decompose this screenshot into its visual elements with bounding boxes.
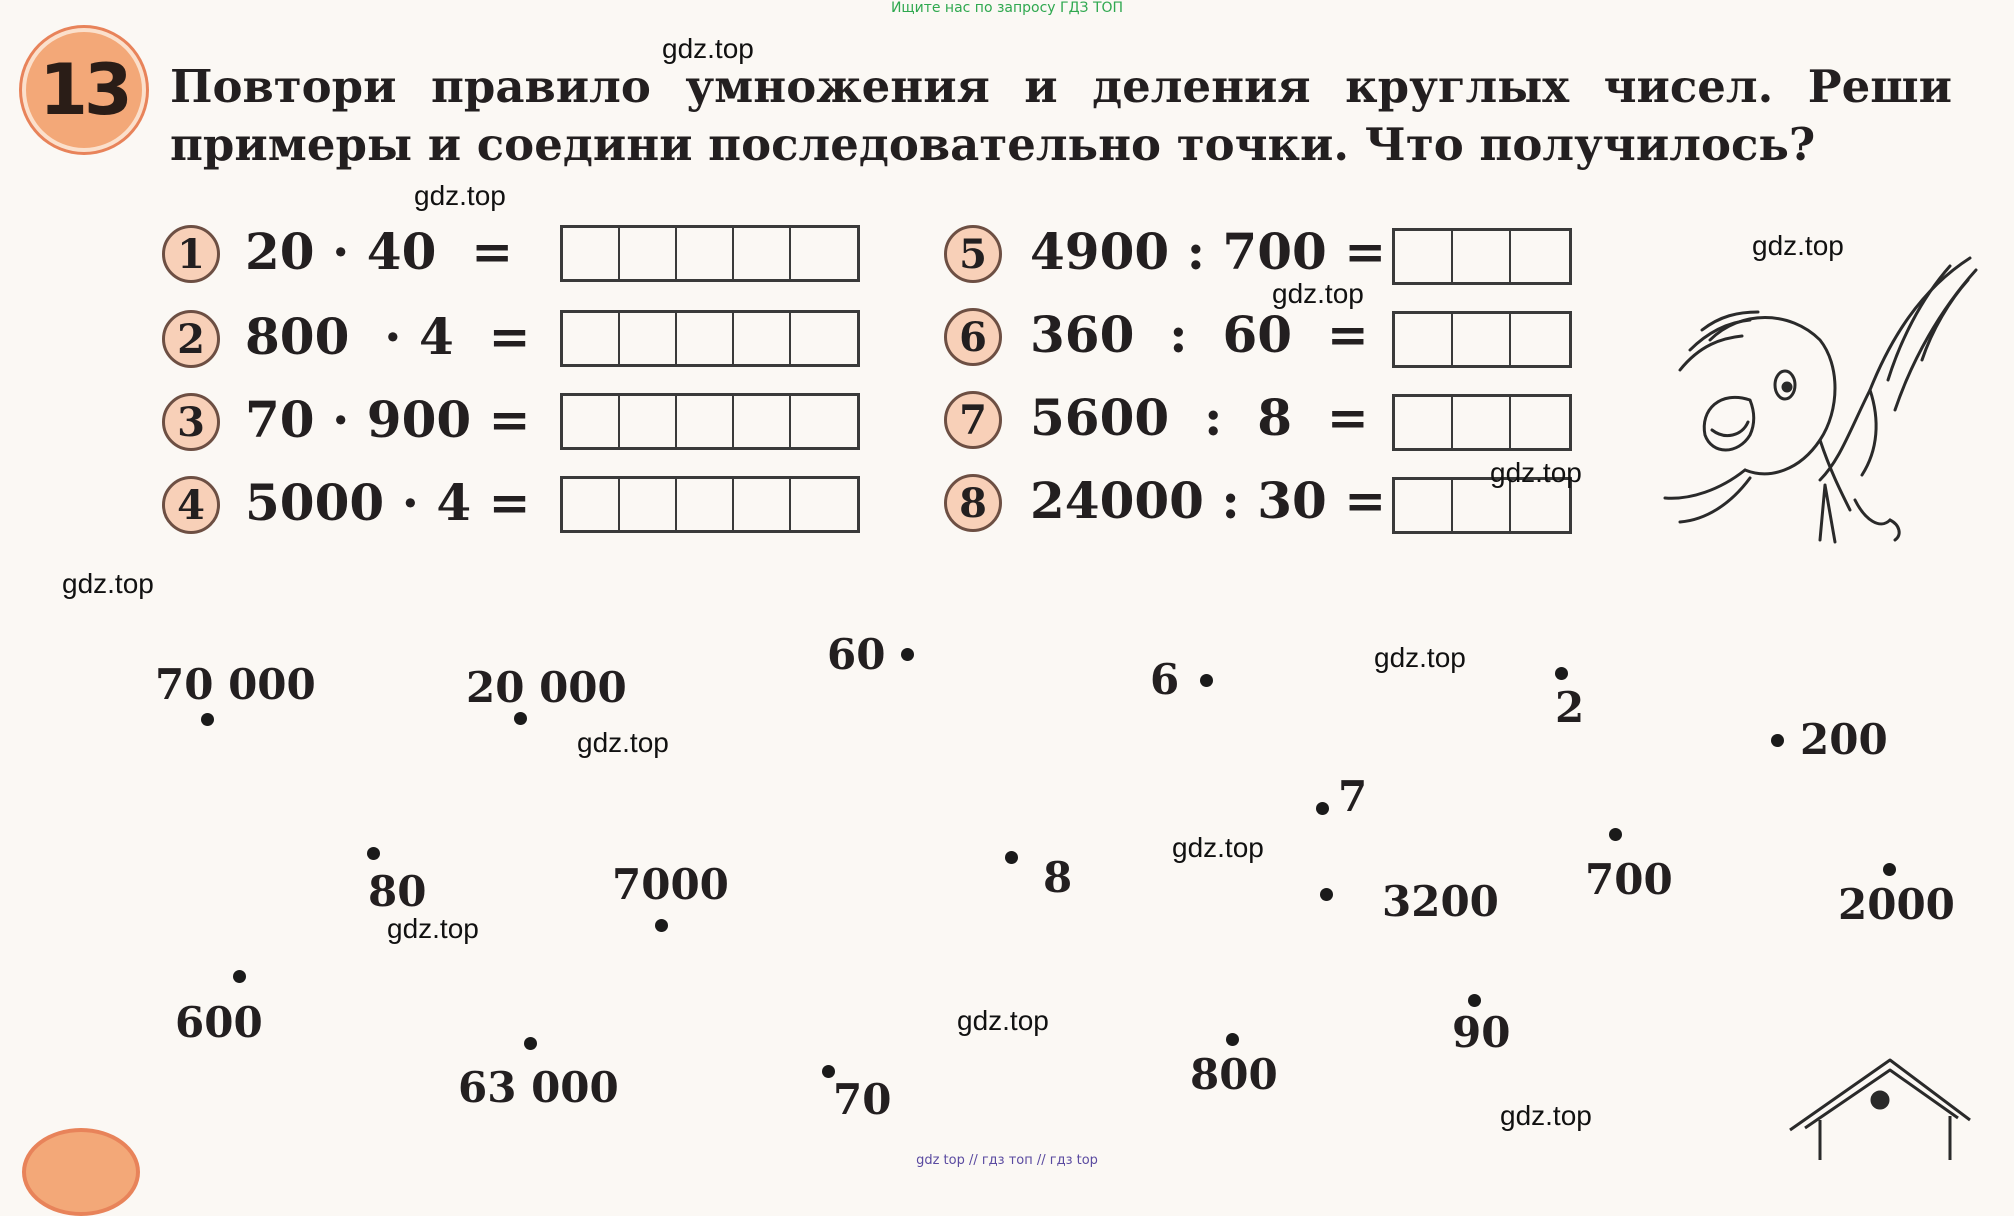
example-5-expression: 4900 : 700 = [1030,222,1387,281]
watermark: gdz.top [1490,457,1582,488]
point-8-dot[interactable] [1005,851,1018,864]
task-number-badge: 13 [22,28,146,152]
watermark: gdz.top [1500,1100,1592,1131]
point-7000-dot[interactable] [655,919,668,932]
instruction-line-2: примеры и соедини последовательно точки. Что получилось? [170,118,1816,171]
point-3200-dot[interactable] [1320,888,1333,901]
point-90-dot[interactable] [1468,994,1481,1007]
point-3200-label: 3200 [1382,877,1499,926]
example-6-answer-grid[interactable] [1392,311,1572,368]
example-1-expression: 20 · 40 = [245,222,514,281]
watermark: gdz.top [387,913,479,944]
example-4-expression: 5000 · 4 = [245,473,531,532]
watermark: gdz.top [662,33,754,64]
watermark: gdz.top [1752,230,1844,261]
point-2-label: 2 [1555,683,1585,732]
example-6-expression: 360 : 60 = [1030,305,1369,364]
bottom-banner[interactable]: gdz top // гдз топ // гдз top [916,1153,1098,1168]
parrot-illustration [1650,250,1990,570]
watermark: gdz.top [577,727,669,758]
example-3-expression: 70 · 900 = [245,390,531,449]
watermark: gdz.top [1172,832,1264,863]
point-60-dot[interactable] [901,648,914,661]
top-banner[interactable]: Ищите нас по запросу ГДЗ ТОП [890,0,1124,16]
watermark: gdz.top [957,1005,1049,1036]
point-2-dot[interactable] [1555,667,1568,680]
point-800-label: 800 [1190,1050,1278,1099]
watermark: gdz.top [414,180,506,211]
point-20000-dot[interactable] [514,712,527,725]
point-63000-dot[interactable] [524,1037,537,1050]
example-8-number: 8 [944,474,1002,532]
point-8-label: 8 [1043,853,1073,902]
example-2-answer-grid[interactable] [560,310,860,367]
point-7000-label: 7000 [612,860,729,909]
point-700-dot[interactable] [1609,828,1622,841]
example-1-number: 1 [162,225,220,283]
point-60-label: 60 [827,630,886,679]
point-70000-label: 70 000 [155,660,316,709]
point-700-label: 700 [1585,855,1673,904]
point-7-dot[interactable] [1316,802,1329,815]
point-70-label: 70 [833,1075,892,1124]
point-2000-dot[interactable] [1883,863,1896,876]
point-80-dot[interactable] [367,847,380,860]
watermark: gdz.top [1272,278,1364,309]
next-task-badge [22,1128,140,1216]
point-600-dot[interactable] [233,970,246,983]
point-6-label: 6 [1150,655,1180,704]
point-7-label: 7 [1338,772,1368,821]
example-3-number: 3 [162,393,220,451]
task-instruction [170,58,1952,174]
watermark: gdz.top [1374,642,1466,673]
point-20000-label: 20 000 [466,663,627,712]
example-1-answer-grid[interactable] [560,225,860,282]
example-6-number: 6 [944,308,1002,366]
example-7-answer-grid[interactable] [1392,394,1572,451]
point-6-dot[interactable] [1200,674,1213,687]
example-4-number: 4 [162,476,220,534]
point-200-dot[interactable] [1771,734,1784,747]
point-600-label: 600 [175,998,263,1047]
point-63000-label: 63 000 [458,1063,619,1112]
point-200-label: 200 [1800,715,1888,764]
example-2-number: 2 [162,310,220,368]
example-5-number: 5 [944,225,1002,283]
example-7-expression: 5600 : 8 = [1030,388,1369,447]
example-4-answer-grid[interactable] [560,476,860,533]
example-7-number: 7 [944,391,1002,449]
point-80-label: 80 [368,867,427,916]
point-70000-dot[interactable] [201,713,214,726]
instruction-line-1: Повтори правило умножения и деления круглых чисел. Реши [170,60,1952,113]
example-5-answer-grid[interactable] [1392,228,1572,285]
point-2000-label: 2000 [1838,880,1955,929]
example-8-expression: 24000 : 30 = [1030,471,1387,530]
example-2-expression: 800 · 4 = [245,307,531,366]
point-800-dot[interactable] [1226,1033,1239,1046]
point-90-label: 90 [1452,1008,1511,1057]
example-3-answer-grid[interactable] [560,393,860,450]
watermark: gdz.top [62,568,154,599]
birdhouse-illustration [1780,1050,1980,1160]
